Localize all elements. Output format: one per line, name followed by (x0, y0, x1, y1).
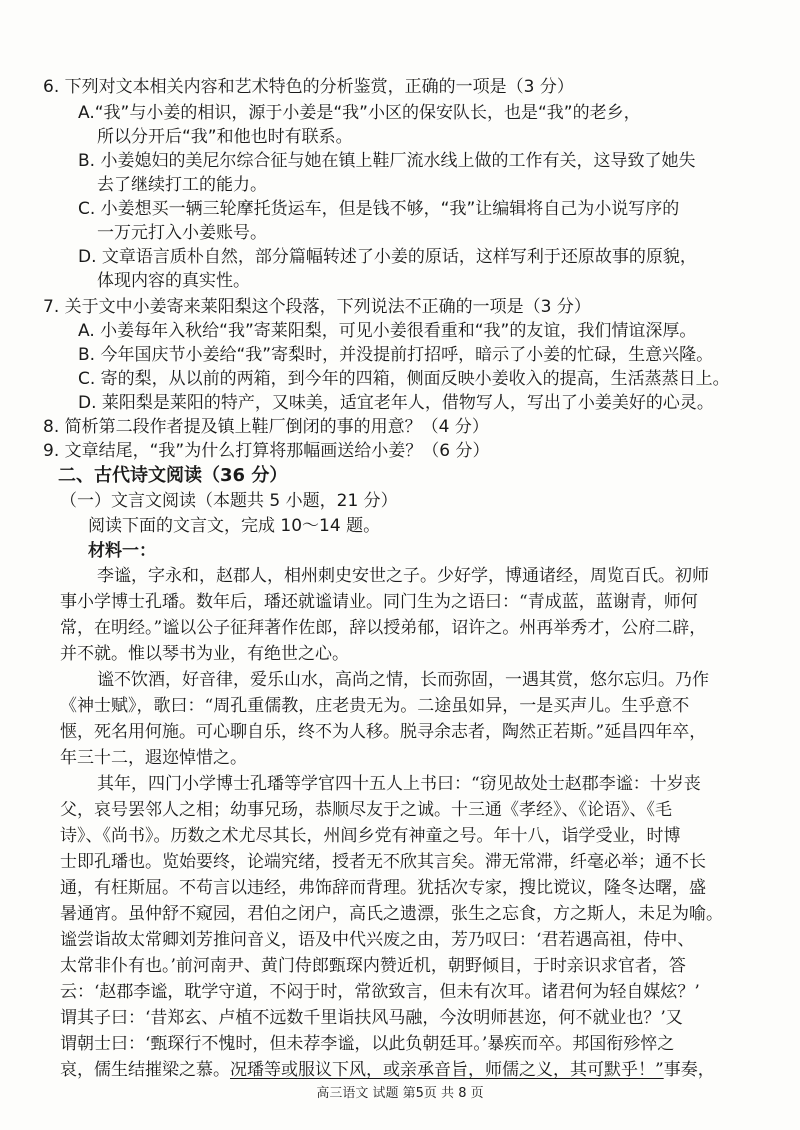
passage-line: 云：‘赵郡李谧，耽学守道，不闷于时，常欲致言，但未有次耳。诸君何为轻自媒炫？’ (60, 982, 700, 1002)
question-9: 9. 文章结尾，“我”为什么打算将那幅画送给小姜？（6 分） (43, 441, 490, 461)
passage-line: 诗》、《尚书》。历数之术尤尽其长，州闾乡党有神童之号。年十八，诣学受业，时博 (60, 826, 681, 846)
passage-line: 常，在明经。”谧以公子征拜著作佐郎，辞以授弟郁，诏许之。州再举秀才，公府二辟， (60, 618, 707, 638)
section-2-title: 二、古代诗文阅读（36 分） (58, 465, 288, 486)
passage-line: 谓朝士曰：‘甄琛行不愧时，但未荐李谧，以此负朝廷耳。’暴疾而卒。邦国衔殄悴之 (60, 1034, 675, 1054)
passage-last-line (60, 1059, 715, 1081)
question-6-option-a: A.“我”与小姜的相识，源于小姜是“我”小区的保安队长，也是“我”的老乡， (78, 103, 641, 123)
question-7-option-b: B. 今年国庆节小姜给“我”寄梨时，并没提前打招呼，暗示了小姜的忙碌，生意兴隆。 (78, 345, 714, 365)
question-6-option-c-cont: 一万元打入小姜账号。 (97, 223, 267, 243)
passage-line: 并不就。惟以琴书为业，有绝世之心。 (60, 644, 349, 664)
material-1-label: 材料一： (88, 541, 156, 561)
passage-line: 事小学博士孔璠。数年后，璠还就谧请业。同门生为之语曰：“青成蓝，蓝谢青，师何 (60, 592, 698, 612)
passage-line: 太常非仆有也。’前河南尹、黄门侍郎甄琛内赞近机，朝野倾目，于时亲识求官者，答 (60, 956, 686, 976)
reading-instruction: 阅读下面的文言文，完成 10～14 题。 (88, 516, 381, 536)
question-7-option-d: D. 莱阳梨是莱阳的特产，又味美，适宜老年人，借物写人，写出了小姜美好的心灵。 (78, 393, 714, 413)
passage-last-line-end: 事奏， (663, 1060, 715, 1080)
question-7-option-c: C. 寄的梨，从以前的两箱，到今年的四箱，侧面反映小姜收入的提高，生活蒸蒸日上。 (78, 369, 730, 389)
passage-line: 年三十二，遐迩悼惜之。 (60, 748, 247, 768)
page-footer: 高三语文 试题 第5页 共 8 页 (316, 1086, 484, 1101)
passage-line: 暑通宵。虽仲舒不窥园，君伯之闭户，高氏之遗漂，张生之忘食，方之斯人，未足为喻。 (60, 904, 723, 924)
question-6-option-d: D. 文章语言质朴自然，部分篇幅转述了小姜的原话，这样写利于还原故事的原貌， (78, 247, 697, 267)
question-6-option-a-cont: 所以分开后“我”和他也时有联系。 (97, 127, 353, 147)
question-7-option-a: A. 小姜每年入秋给“我”寄莱阳梨，可见小姜很看重和“我”的友谊，我们情谊深厚。 (78, 321, 697, 341)
question-7-stem: 7. 关于文中小姜寄来莱阳梨这个段落，下列说法不正确的一项是（3 分） (43, 297, 591, 317)
question-6-option-b: B. 小姜媳妇的美尼尔综合征与她在镇上鞋厂流水线上做的工作有关，这导致了她失 (78, 151, 696, 171)
passage-last-line-start: 哀，儒生结摧梁之慕。 (60, 1060, 230, 1080)
passage-line: 谧尝诣故太常卿刘芳推问音义，语及中代兴废之由，芳乃叹曰：‘君若遇高祖，侍中、 (60, 930, 695, 950)
passage-line: 父，哀号罢邻人之相；幼事兄玚，恭顺尽友于之诚。十三通《孝经》、《论语》、《毛 (60, 800, 672, 820)
passage-line: 谓其子曰：‘昔郑玄、卢植不远数千里诣扶风马融，今汝明师甚迩，何不就业也？’又 (60, 1008, 683, 1028)
passage-line: 惬，死名用何施。可心聊自乐，终不为人移。脱寻余志者，陶然正若斯。”延昌四年卒， (60, 722, 707, 742)
section-2-subtitle: （一）文言文阅读（本题共 5 小题，21 分） (60, 491, 398, 511)
passage-line: 士即孔璠也。览始要终，论端究绪，授者无不欣其言矣。滞无常滞，纤毫必举；通不长 (60, 852, 706, 872)
passage-line: 谧不饮酒，好音律，爱乐山水，高尚之情，长而弥固，一遇其赏，悠尔忘归。乃作 (97, 670, 709, 690)
question-8: 8. 简析第二段作者提及镇上鞋厂倒闭的事的用意？（4 分） (43, 417, 489, 437)
passage-line: 《神士赋》，歌曰：“周孔重儒教，庄老贵无为。二途虽如异，一是买声儿。生乎意不 (60, 696, 690, 716)
passage-line: 其年，四门小学博士孔璠等学官四十五人上书曰：“窃见故处士赵郡李谧：十岁丧 (97, 774, 701, 794)
question-6-option-d-cont: 体现内容的真实性。 (97, 271, 250, 291)
question-6-option-c: C. 小姜想买一辆三轮摩托货运车，但是钱不够，“我”让编辑将自己为小说写序的 (78, 199, 680, 219)
passage-line: 通，有枉斯屈。不苟言以违经，弗饰辞而背理。犹括次专家，搜比谠议，隆冬达曙，盛 (60, 878, 706, 898)
question-6-stem: 6. 下列对文本相关内容和艺术特色的分析鉴赏，正确的一项是（3 分） (43, 77, 574, 97)
underlined-sentence: 况璠等或服议下风，或亲承音旨，师儒之义，其可默乎！” (230, 1060, 664, 1080)
question-6-option-b-cont: 去了继续打工的能力。 (97, 175, 267, 195)
passage-line: 李谧，字永和，赵郡人，相州刺史安世之子。少好学，博通诸经，周览百氏。初师 (97, 566, 709, 586)
